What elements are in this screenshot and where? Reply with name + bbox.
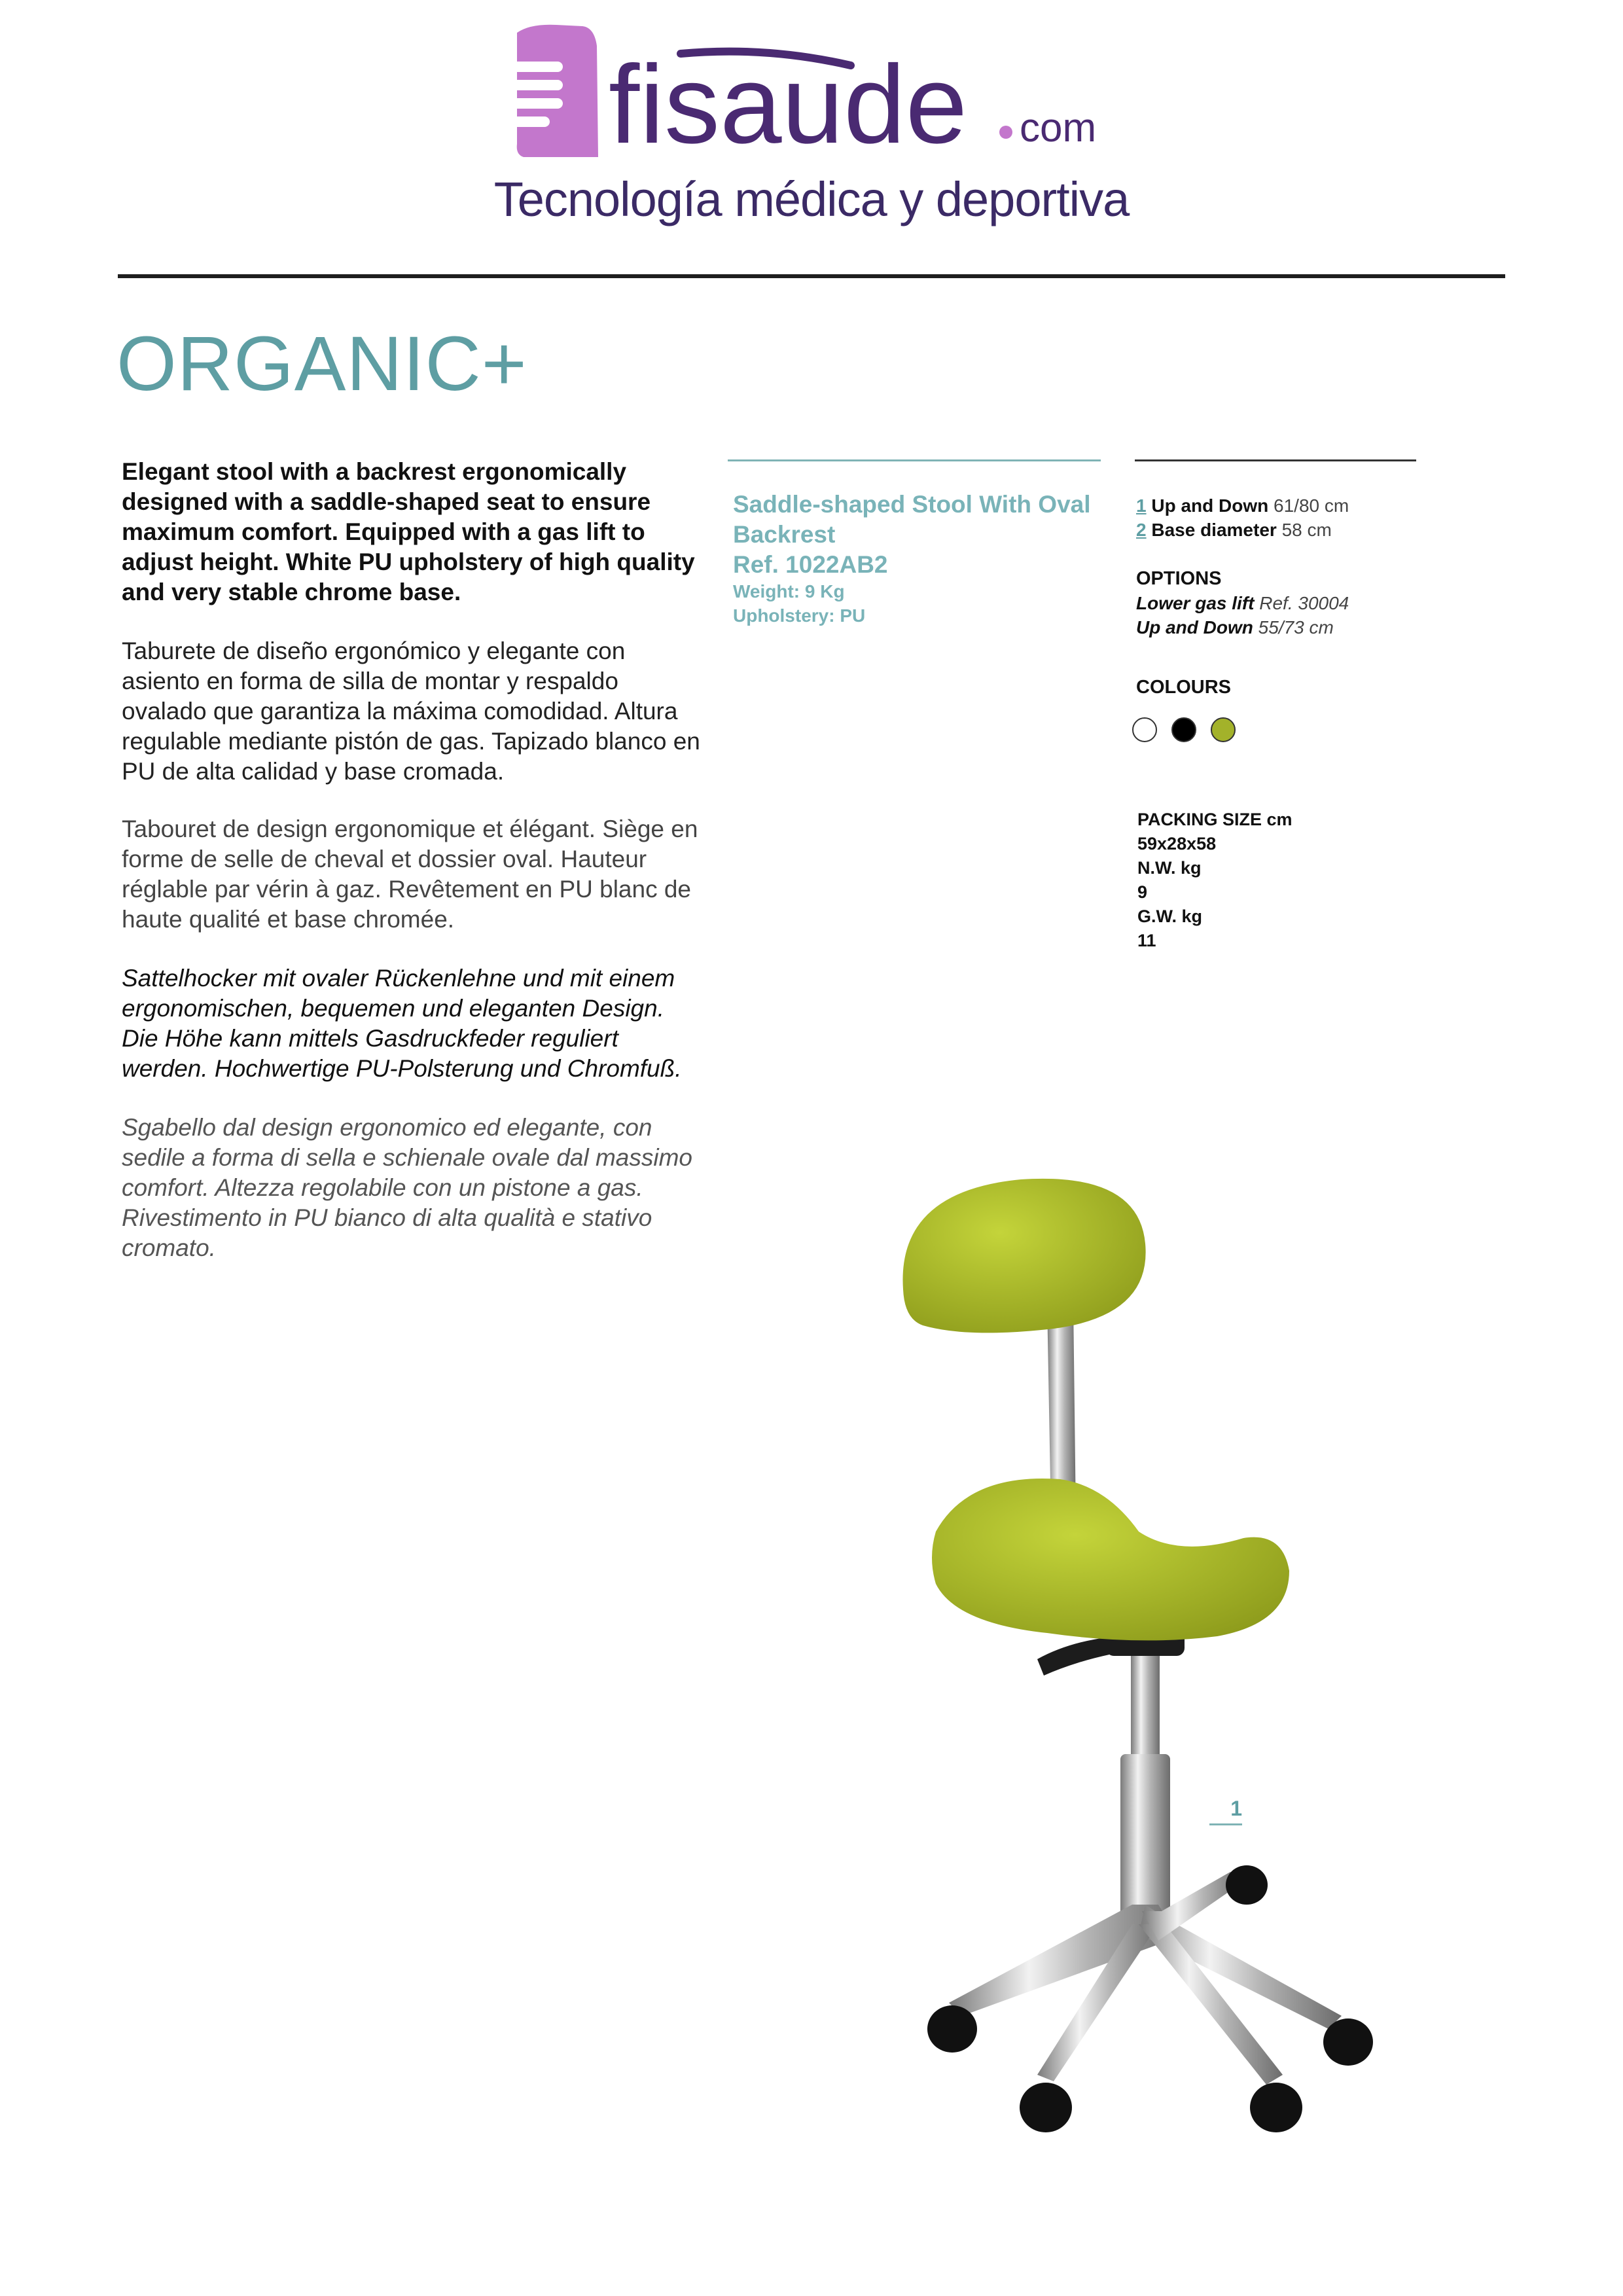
spec-value: 58 cm: [1281, 520, 1332, 540]
product-title: ORGANIC+: [116, 321, 527, 407]
option-value: 55/73 cm: [1258, 617, 1334, 637]
net-weight-label: N.W. kg: [1137, 858, 1202, 878]
gas-piston: [1131, 1649, 1160, 1767]
colour-swatches: [1132, 717, 1263, 745]
fisaude-logo: [484, 20, 1139, 170]
swatch-green: [1211, 717, 1236, 742]
spec-number: 1: [1136, 495, 1147, 516]
option-up-and-down: [1136, 617, 1334, 638]
options-heading: OPTIONS: [1136, 568, 1222, 589]
net-weight-value: 9: [1137, 882, 1148, 902]
logo-dot: [999, 126, 1012, 139]
piston-cylinder: [1120, 1754, 1170, 1918]
gas-lever: [1037, 1638, 1109, 1676]
description-french: Tabouret de design ergonomique et élégant. Siège en forme de selle de cheval et dossier oval. Hauteur réglable par vérin à gaz. Revêtement en PU blanc de haute qualité et base chromée.: [122, 816, 698, 933]
specs-divider: [1135, 459, 1416, 461]
spec-value: 61/80 cm: [1274, 495, 1349, 516]
description-english: Elegant stool with a backrest ergonomically designed with a saddle-shaped seat to ensure maximum comfort. Equipped with a gas lift to adjust height. White PU upholstery of high quality and very stable chrome base.: [122, 458, 695, 605]
saddle-seat: [932, 1479, 1289, 1640]
packing-dimensions: 59x28x58: [1137, 834, 1217, 853]
model-name: Saddle-shaped Stool With Oval Backrest: [733, 491, 1091, 548]
dimension-marker: 1: [1209, 1797, 1242, 1825]
spec-label: Base diameter: [1151, 520, 1277, 540]
spec-base-diameter: [1136, 520, 1332, 541]
colours-heading: COLOURS: [1136, 677, 1231, 698]
spec-label: Up and Down: [1151, 495, 1269, 516]
swatch-black: [1171, 717, 1196, 742]
gross-weight-label: G.W. kg: [1137, 906, 1203, 926]
model-weight: Weight: 9 Kg: [733, 581, 845, 601]
option-value: Ref. 30004: [1259, 593, 1349, 613]
hand-logo-icon: [484, 25, 598, 157]
logo-wordmark: fisaude: [609, 43, 968, 167]
gross-weight-value: 11: [1137, 931, 1156, 950]
swatch-white: [1132, 717, 1157, 742]
backrest-cushion: [903, 1179, 1146, 1333]
spec-number: 2: [1136, 520, 1147, 540]
packing-heading: PACKING SIZE cm: [1137, 810, 1293, 829]
option-label: Lower gas lift: [1136, 593, 1255, 613]
tagline: Tecnología médica y deportiva: [493, 172, 1130, 226]
option-lower-gas-lift: [1136, 593, 1349, 614]
description-german: Sattelhocker mit ovaler Rückenlehne und mit einem ergonomischen, bequemen und eleganten Design. Die Höhe kann mittels Gasdruckfeder reguliert werden. Hochwertige PU-Polsterung und Chromfuß.: [122, 965, 682, 1082]
header-divider: [118, 274, 1505, 278]
spec-up-and-down: [1136, 495, 1349, 516]
description-spanish: Taburete de diseño ergonómico y elegante con asiento en forma de silla de montar y respaldo ovalado que garantiza la máxima comodidad. Altura regulable mediante pistón de gas. Tapizado blanco en PU de alta calidad y base cromada.: [122, 637, 700, 785]
model-reference: Ref. 1022AB2: [733, 551, 888, 578]
stool-product-image: [890, 1165, 1414, 2147]
description-italian: Sgabello dal design ergonomico ed elegante, con sedile a forma di sella e schienale ovale dal massimo comfort. Altezza regolabile con un pistone a gas. Rivestimento in PU bianco di alta qualità e stativo cromato.: [122, 1114, 692, 1261]
logo-suffix: com: [1020, 105, 1097, 151]
model-upholstery: Upholstery: PU: [733, 605, 866, 626]
option-label: Up and Down: [1136, 617, 1253, 637]
model-divider: [728, 459, 1101, 461]
